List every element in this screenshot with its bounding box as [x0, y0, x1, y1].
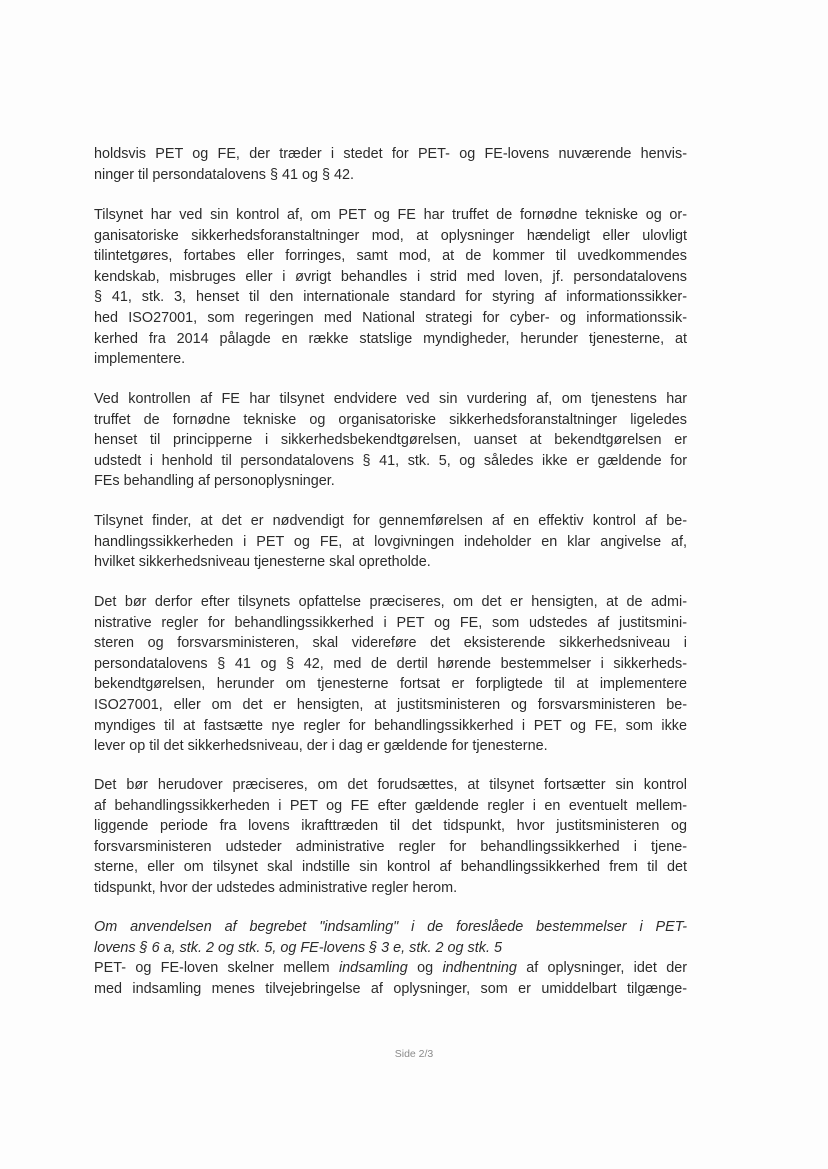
paragraph-2 [94, 205, 687, 370]
text-line: FEs behandling af personoplysninger. [94, 473, 335, 490]
text-line: Ved kontrollen af FE har tilsynet endvidere ved sin vurdering af, om tjenestens har [94, 391, 687, 407]
text-line: lever op til det sikkerhedsniveau, der i dag er gældende for tjenesterne. [94, 738, 548, 755]
text-line: med indsamling menes tilvejebringelse af oplysninger, som er umiddelbart tilgænge- [94, 980, 687, 997]
text-line: handlingssikkerheden i PET og FE, at lovgivningen indeholder en klar angivelse af, [94, 533, 687, 550]
text-line: persondatalovens § 41 og § 42, med de dertil hørende bestemmelser i sikkerheds- [94, 655, 687, 672]
text-line: implementere. [94, 351, 186, 368]
text-line: myndiges til at fastsætte nye regler for behandlingssikkerhed i PET og FE, som ikke [94, 717, 687, 734]
text-line: kerhed fra 2014 pålagde en række statslige myndigheder, herunder tjenesterne, at [94, 330, 687, 347]
text-line: forsvarsministeren udsteder administrative regler for behandlingssikkerhed i tjene- [94, 838, 687, 855]
text-line: Tilsynet finder, at det er nødvendigt for gennemførelsen af en effektiv kontrol af be- [94, 513, 687, 529]
text-line: Tilsynet har ved sin kontrol af, om PET og FE har truffet de fornødne tekniske og or- [94, 207, 687, 223]
text-line: kendskab, misbruges eller i øvrigt behandles i strid med loven, jf. persondatalovens [94, 268, 687, 285]
paragraph-3 [94, 389, 687, 492]
emphasis-indsamling: indsamling [338, 960, 408, 976]
text-line: truffet de fornødne tekniske og organisatoriske sikkerhedsforanstaltninger ligeledes [94, 411, 687, 428]
paragraph-6 [94, 775, 687, 899]
paragraph-1 [94, 144, 687, 185]
final-paragraph [94, 958, 687, 999]
text-line: § 41, stk. 3, henset til den internationale standard for styring af informationssikker- [94, 289, 687, 306]
text-segment: af oplysninger, idet der [516, 960, 687, 976]
heading-line: lovens § 6 a, stk. 2 og stk. 5, og FE-lovens § 3 e, stk. 2 og stk. 5 [94, 939, 502, 956]
text-line: holdsvis PET og FE, der træder i stedet for PET- og FE-lovens nuværende henvis- [94, 146, 687, 162]
text-line: sterne, eller om tilsynet skal indstille sin kontrol af behandlingssikkerhed frem til det [94, 859, 687, 876]
text-line [94, 958, 687, 979]
paragraph-4 [94, 511, 687, 573]
text-line: steren og forsvarsministeren, skal videreføre det eksisterende sikkerhedsniveau i [94, 635, 687, 652]
text-line: tidspunkt, hvor der udstedes administrative regler herom. [94, 879, 458, 896]
text-line: hvilket sikkerhedsniveau tjenesterne skal opretholde. [94, 554, 431, 571]
text-line: ganisatoriske sikkerhedsforanstaltninger mod, at oplysninger hændeligt eller ulovligt [94, 227, 687, 244]
paragraph-5 [94, 592, 687, 757]
text-line: liggende periode fra lovens ikrafttræden til det tidspunkt, hvor justitsministeren og [94, 818, 687, 835]
text-line: hed ISO27001, som regeringen med National strategi for cyber- og informationssik- [94, 309, 687, 326]
text-line: ninger til persondatalovens § 41 og § 42. [94, 166, 355, 183]
section-heading [94, 917, 687, 958]
text-line: bekendtgørelsen, herunder om tjenesterne fortsat er forpligtede til at implementere [94, 676, 687, 693]
text-line: Det bør herudover præciseres, om det forudsættes, at tilsynet fortsætter sin kontrol [94, 777, 687, 793]
text-line: Det bør derfor efter tilsynets opfattelse præciseres, om det er hensigten, at de admi- [94, 594, 687, 610]
page-number: Side 2/3 [394, 1048, 434, 1060]
text-line: ISO27001, eller om det er hensigten, at justitsministeren og forsvarsministeren be- [94, 696, 687, 713]
text-segment: PET- og FE-loven skelner mellem [94, 960, 339, 976]
text-segment: og [407, 960, 443, 976]
text-line: tilintetgøres, fortabes eller forringes, samt mod, at de kommer til uvedkommendes [94, 248, 687, 265]
text-line: udstedt i henhold til persondatalovens § 41, stk. 5, og således ikke er gældende for [94, 452, 687, 469]
text-line: henset til principperne i sikkerhedsbekendtgørelsen, uanset at bekendtgørelsen er [94, 432, 687, 449]
heading-line: Om anvendelsen af begrebet "indsamling" i de foreslåede bestemmelser i PET- [94, 919, 687, 935]
emphasis-indhentning: indhentning [442, 960, 517, 976]
text-line: af behandlingssikkerheden i PET og FE efter gældende regler i en eventuelt mellem- [94, 797, 687, 814]
text-line: nistrative regler for behandlingssikkerhed i PET og FE, som udstedes af justitsmini- [94, 614, 687, 631]
